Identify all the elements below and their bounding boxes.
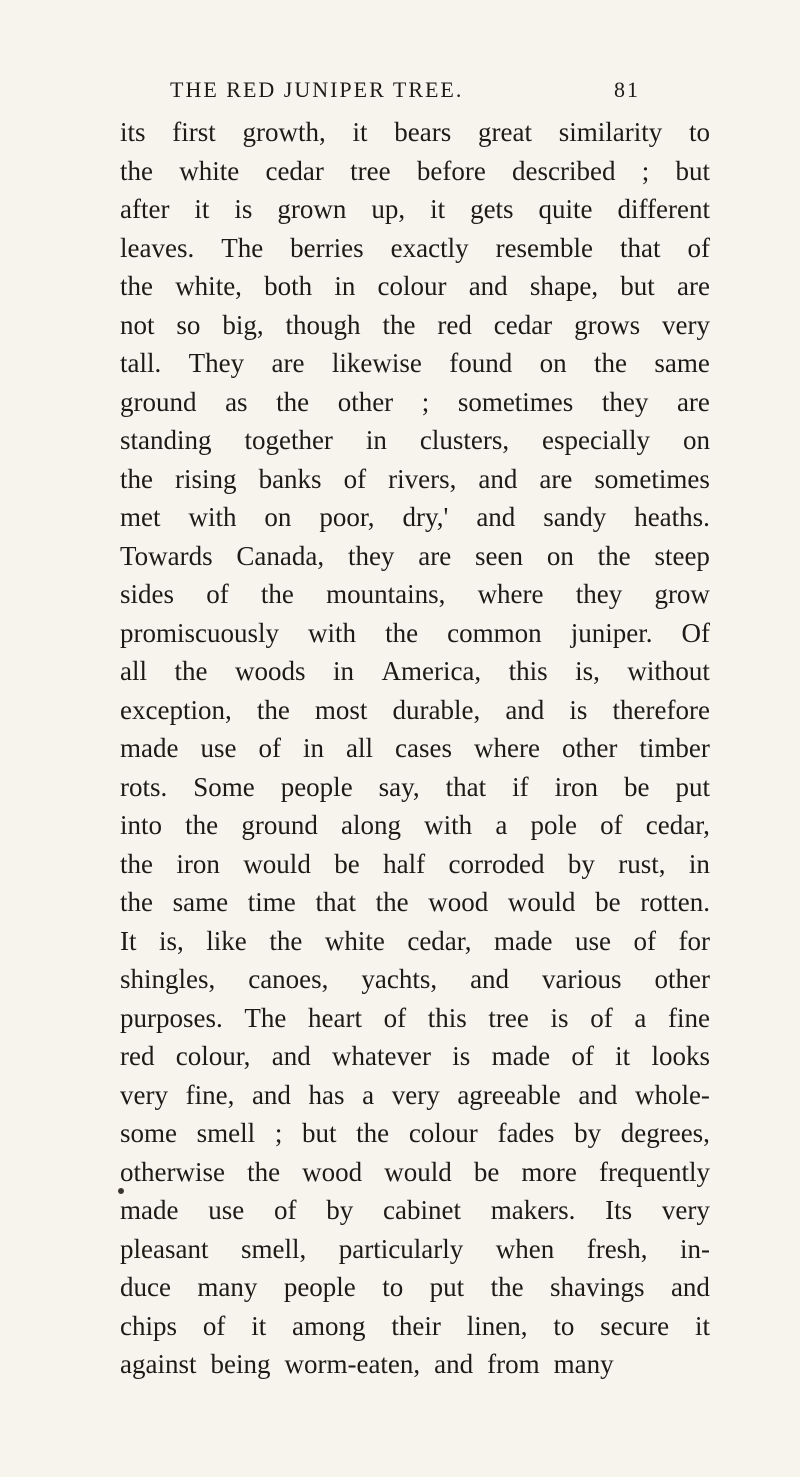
text-line: against being worm-eaten, and from many [120,1349,614,1379]
text-line: the white cedar tree before described ; but [120,155,710,186]
text-line: standing together in clusters, especially on [120,425,710,455]
text-line: chips of it among their linen, to secure it [120,1310,710,1341]
running-header [170,77,640,111]
text-line: ground as the other ; sometimes they are [120,386,710,417]
text-line: made use of in all cases where other timber [120,733,710,763]
text-line: not so big, though the red cedar grows very [120,309,710,340]
text-line: otherwise the wood would be more frequently [120,1156,710,1187]
text-line: leaves. The berries exactly resemble that of [120,232,710,263]
text-line: the rising banks of rivers, and are sometimes [120,463,710,494]
ink-speck [118,1188,124,1194]
chapter-title: THE RED JUNIPER TREE. [170,77,464,102]
text-line: Towards Canada, they are seen on the steep [120,540,710,571]
text-line: duce many people to put the shavings and [120,1272,710,1302]
text-line: rots. Some people say, that if iron be put [120,771,710,802]
text-line: some smell ; but the colour fades by degrees, [120,1118,710,1148]
text-line: shingles, canoes, yachts, and various other [120,964,710,994]
text-line: red colour, and whatever is made of it looks [120,1041,710,1071]
body-text [120,113,710,1384]
text-line: pleasant smell, particularly when fresh, in- [120,1233,710,1264]
text-line: very fine, and has a very agreeable and whole- [120,1079,710,1110]
text-line: promiscuously with the common juniper. Of [120,617,710,648]
text-line: into the ground along with a pole of cedar, [120,810,710,840]
text-line: the iron would be half corroded by rust, in [120,848,710,879]
text-line: all the woods in America, this is, without [120,656,710,686]
text-line: exception, the most durable, and is therefore [120,694,710,725]
text-line: met with on poor, dry,' and sandy heaths. [120,502,710,532]
text-line: the white, both in colour and shape, but are [120,271,710,301]
text-line: tall. They are likewise found on the same [120,348,710,378]
text-line: purposes. The heart of this tree is of a fine [120,1002,710,1033]
text-line: the same time that the wood would be rotten. [120,887,710,917]
page-number: 81 [614,77,640,102]
text-line: after it is grown up, it gets quite different [120,194,710,224]
text-line: made use of by cabinet makers. Its very [120,1195,710,1225]
text-line: sides of the mountains, where they grow [120,579,710,609]
text-line: its first growth, it bears great similarity to [120,117,710,147]
text-line: It is, like the white cedar, made use of for [120,925,710,956]
